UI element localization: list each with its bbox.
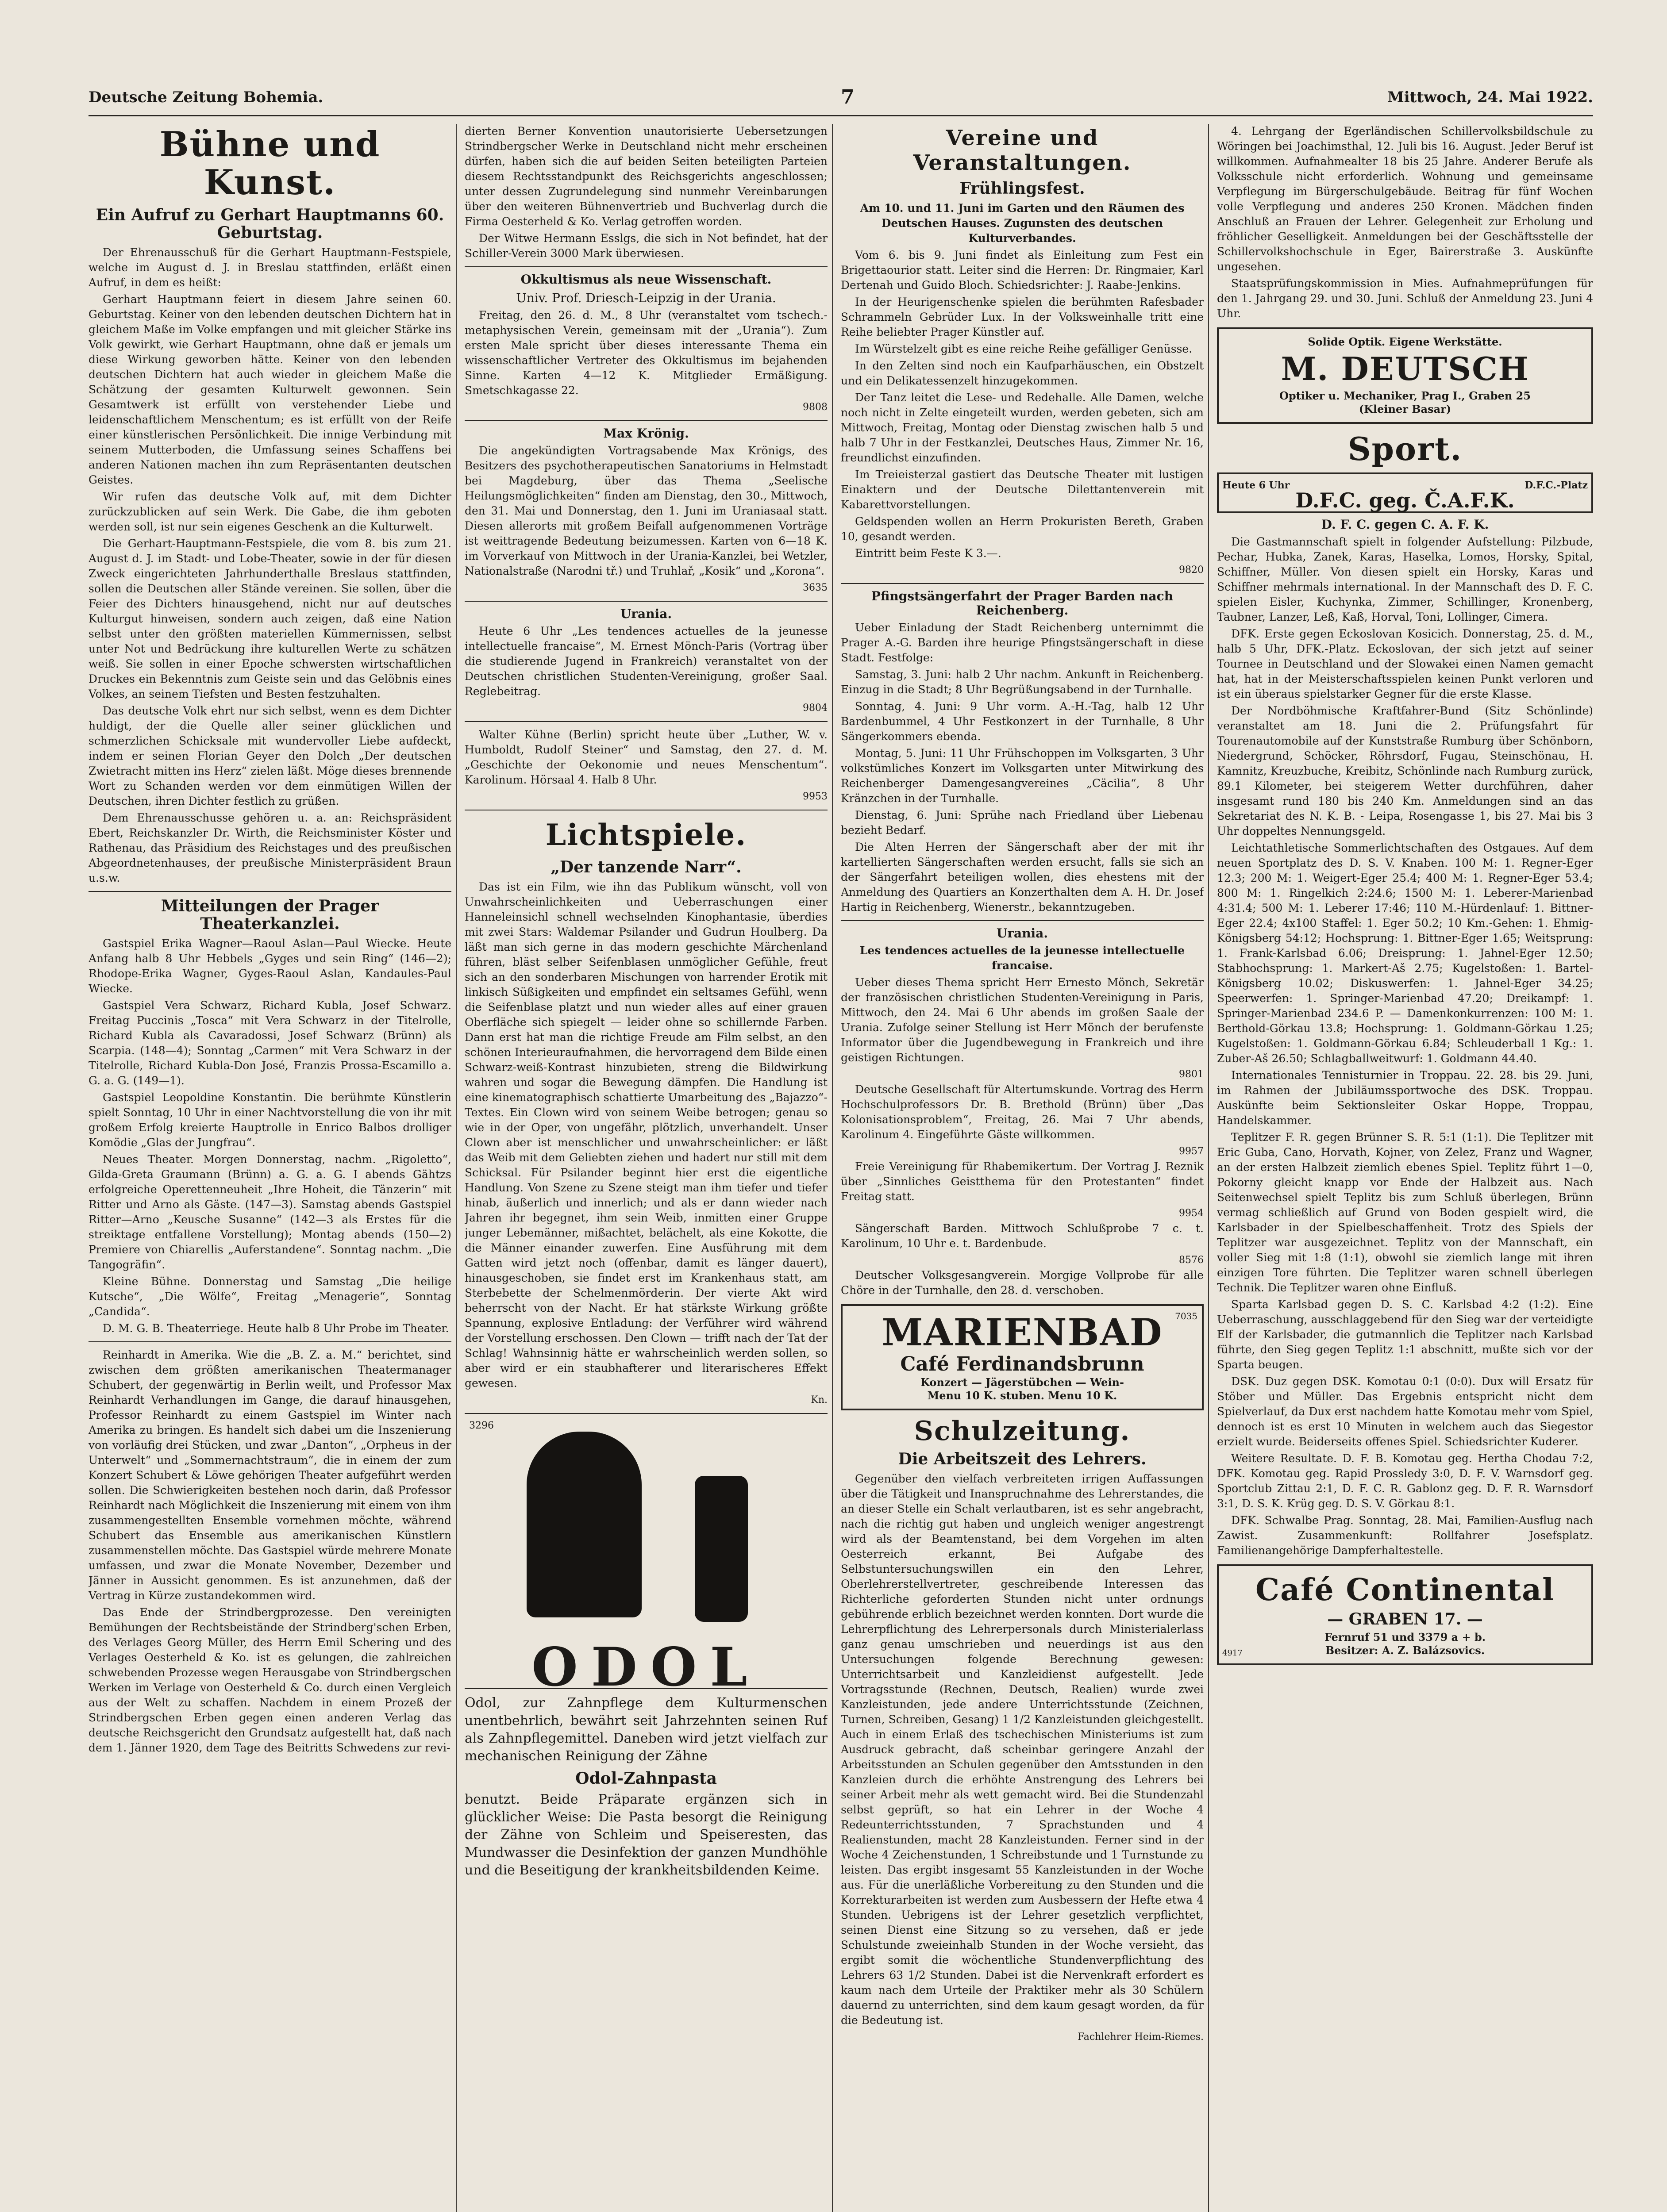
column-rule <box>832 124 833 2212</box>
paragraph: Im Treieisterzal gastiert das Deutsche Theater mit lustigen Einaktern und der Deutsche Dilettantenverein mit Kabarettvorstellungen. <box>841 468 1204 511</box>
paragraph: Geldspenden wollen an Herrn Prokuristen Bereth, Graben 10, gesandt werden. <box>841 515 1204 543</box>
paragraph: Teplitzer F. R. gegen Brünner S. R. 5:1 (1:1). Die Teplitzer mit Eric Guba, Cano, Horvath, Kojner, von Zelez, Franz und Wagner, an der ersten Halbzeit ziemlich ebenes Spiel. Teplitz führt 1—0, Pokorny gleicht knapp vor Ende der Halbzeit aus. Nach Seitenwechsel spielt Teplitz bis zum Schluß überlegen, Brünn vermag schließlich auf Grund von Boden gespielt wird, die Karlsbader in der Spielbeschaffenheit. Trotz des Spiels der Teplitzer war ausgezeichnet. Teplitz von der Mannschaft, ein voller Sieg mit 1:8 (1:1), obwohl sie ziemlich lange mit ihren einzigen Tore führten. Die Teplitzer waren schnell überlegen Technik. Die Teplitzer waren ohne Einfluß. <box>1217 1131 1593 1294</box>
paragraph: Im Würstelzelt gibt es eine reiche Reihe gefälliger Genüsse. <box>855 342 1193 355</box>
optik-address: Optiker u. Mechaniker, Prag I., Graben 25 <box>1279 389 1531 402</box>
cafe-continental-advertisement <box>1217 1564 1593 1665</box>
cafe-name: Café Continental <box>1255 1572 1555 1608</box>
ad-code: 8576 <box>1179 1255 1204 1266</box>
article-reinhardt <box>89 1348 451 1755</box>
ad-code: 9804 <box>803 703 828 714</box>
paragraph: Leichtathletische Sommerlichtschaften des Ostgaues. Auf dem neuen Sportplatz des D. S. V. Knaben. 100 M: 1. Regner-Eger 12.3; 200 M: 1. Weigert-Eger 25.4; 400 M: 1. Regner-Eger 53.4; 800 M: 1. Ringelkich 2:24.6; 1500 M: 1. Leberer-Marienbad 4:31.4; 500 M: 1. Leberer 17:46; 110 M.-Hürdenlauf: 1. Bittner-Eger 22.4; 4x100 Staffel: 1. Eger 50.2; 10 Km.-Gehen: 1. Ehmig-Königsberg 54:12; Hochsprung: 1. Bittner-Eger 1.65; Weitsprung: 1. Frank-Karlsbad 6.06; Dreisprung: 1. Jahnel-Eger 12.50; Stabhochsprung: 1. Markert-Aš 2.75; Kugelstoßen: 1. Bartel-Königsberg 10.02; Diskuswerfen: 1. Jahnel-Eger 34.25; Speerwerfen: 1. Springer-Marienbad 47.20; Dreikampf: 1. Springer-Marienbad 234.6 P. — Damenkonkurrenzen: 100 M: 1. Berthold-Görkau 13.8; Hochsprung: 1. Goldmann-Görkau 1.25; Kugelstoßen: 1. Goldmann-Görkau 6.84; Schleuderball 1 Kg.: 1. Zuber-Aš 26.50; Schlagballweitwurf: 1. Goldmann 44.40. <box>1217 841 1593 1065</box>
ad-code: 9954 <box>1179 1208 1204 1219</box>
article-title-hauptmann: Ein Aufruf zu Gerhart Hauptmanns 60. Geburtstag. <box>96 206 444 242</box>
marienbad-cafe: Café Ferdinandsbrunn <box>900 1353 1144 1375</box>
paragraph: Das Ende der Strindbergprozesse. Den vereinigten Bemühungen der Rechtsbeistände der Strindberg'schen Erben, des Verlages Georg Müller, des Herrn Emil Schering und des Verlages Oesterheld & Ko. ist es gelungen, die zahlreichen schwebenden Prozesse wegen Herausgabe von Strindbergschen Werken im Verlage von Oesterheld & Co. durch einen Vergleich aus der Welt zu schaffen. Nachdem in einem Prozeß der Strindbergschen Erben gegen einen anderen Verlag das deutsche Reichsgericht den Grundsatz aufgestellt hat, daß nach dem 1. Jänner 1920, dem Tage des Beitritts Schwedens zur revi- <box>89 1606 451 1754</box>
divider <box>89 1341 451 1342</box>
page-header <box>89 84 1593 116</box>
paragraph: Walter Kühne (Berlin) spricht heute über „Luther, W. v. Humboldt, Rudolf Steiner“ und Samstag, den 27. d. M. „Geschichte der Oekonomie und neues Menschentum“. Karolinum. Hörsaal 4. Halb 8 Uhr. <box>465 728 828 786</box>
urania-subtitle: Les tendences actuelles de la jeunesse intellectuelle francaise. <box>859 944 1185 972</box>
odol-ad-text-2: benutzt. Beide Präparate ergänzen sich in glücklicher Weise: Die Pasta besorgt die Reinigung der Zähne von Schleim und Speiseresten, das Mundwasser die Desinfektion der ganzen Mundhöhle und die Beseitigung der krankheitsbildenden Keime. <box>465 1792 828 1878</box>
article-title-urania-2: Urania. <box>996 926 1048 941</box>
column-rule <box>456 124 457 2212</box>
divider <box>841 920 1204 921</box>
marienbad-advertisement <box>841 1304 1204 1410</box>
divider <box>465 721 828 722</box>
odol-logo: ODOL <box>531 1636 761 1698</box>
section-title-lichtspiele: Lichtspiele. <box>545 818 747 852</box>
optik-tagline: Solide Optik. Eigene Werkstätte. <box>1308 335 1502 348</box>
bottle-icon <box>695 1476 748 1622</box>
article-title-pfingstfahrt: Pfingstsängerfahrt der Prager Barden nach Reichenberg. <box>871 589 1174 618</box>
article-title-okkultismus: Okkultismus als neue Wissenschaft. <box>520 272 772 287</box>
cafe-owner: Besitzer: A. Z. Balázsovics. <box>1325 1644 1485 1657</box>
article-theaterkanzlei <box>89 936 451 1336</box>
divider <box>465 266 828 267</box>
header-page-number: 7 <box>841 86 855 108</box>
paragraph: In den Zelten sind noch ein Kaufparhäuschen, ein Obstzelt und ein Delikatessenzelt hinzugekommen. <box>841 359 1204 387</box>
odol-advertisement-illustration <box>465 1413 828 1698</box>
paragraph: Sparta Karlsbad gegen D. S. C. Karlsbad 4:2 (1:2). Eine Ueberraschung, ausschlaggebend für den Sieg war der verteidigte Elf der Karlsbader, die gutmannlich die Teplitzer nach Karlsbad führte, den Sieg gegen Teplitz 1:1 abschnitt, mußte sich vor der Sparta beugen. <box>1217 1298 1593 1371</box>
figure-silhouette-icon <box>527 1432 642 1617</box>
ad-code: 9801 <box>1179 1069 1204 1080</box>
paragraph: Die Alten Herren der Sängerschaft aber der mit ihr kartellierten Sängerschaften werden ersucht, falls sie sich an der Sängerfahrt beteiligen wollen, dies ehestens mit der Anmeldung des Quartiers an Konzerthalten dem A. H. Dr. Josef Hartig in Reichenberg, Wienerstr., bekanntzugeben. <box>841 841 1204 914</box>
paragraph: Eintritt beim Feste K 3.—. <box>855 547 1001 560</box>
match-time: Heute 6 Uhr <box>1222 480 1290 491</box>
paragraph: Ueber dieses Thema spricht Herr Ernesto Mönch, Sekretär der französischen christlichen Studenten-Vereinigung in Paris, Mittwoch, den 24. Mai 6 Uhr abends im großen Saale der Urania. Zufolge seiner Stellung ist Herr Mönch der berufenste Informator über die Jugendbewegung in Frankreich und ihre geistigen Richtungen. <box>841 976 1204 1064</box>
paragraph: Neues Theater. Morgen Donnerstag, nachm. „Rigoletto“, Gilda-Greta Graumann (Brünn) a. G. a. G. I abends Gähtzs erfolgreiche Operettenneuheit „Ihre Hoheit, die Tänzerin“ mit Ritter und Arno als Gäste. (147—3). Samstag abends Gastspiel Ritter—Arno „Keusche Susanne“ (142—3 als Erstes für die streiktage entfallene Vorstellung); Montag abends (150—2) Premiere von Chiarellis „Auferstandene“. Sonntag nachm. „Die Tangogräfin“. <box>89 1153 451 1271</box>
ad-code: 3296 <box>469 1420 494 1431</box>
article-title-urania: Urania. <box>620 607 672 621</box>
paragraph: Dem Ehrenausschusse gehören u. a. an: Reichspräsident Ebert, Reichskanzler Dr. Wirth, die Reichsminister Köster und Rathenau, das Präsidium des Reichstages und des preußischen Abgeordnetenhauses, der preußische Ministerpräsident Braun u.s.w. <box>89 811 451 884</box>
article-title-theaterkanzlei: Mitteilungen der Prager Theaterkanzlei. <box>161 897 379 933</box>
paragraph: Sängerschaft Barden. Mittwoch Schlußprobe 7 c. t. Karolinum, 10 Uhr e. t. Bardenbude. <box>841 1222 1204 1250</box>
paragraph: Die Gerhart-Hauptmann-Festspiele, die vom 8. bis zum 21. August d. J. im Stadt- und Lobe-Theater, sowie in der für diesen Zweck eingerichteten Jahrhunderthalle Breslaus stattfinden, sollen die Deutschen aller Stände vereinen. Sie sollen, über die Feier des Dichters hinausgehend, nicht nur auf deutsches Kulturgut hinweisen, sondern auch zeigen, daß eine Nation selbst unter den größten materiellen Kümmernissen, selbst unter Not und Bedrückung ihre kulturellen Werte zu schätzen weiß. Sie sollen in einer Epoche schwersten wirtschaftlichen Druckes ein Bekenntnis zum Geiste sein und das Gelöbnis eines Volkes, an seinem Tiefsten und Besten festzuhalten. <box>89 537 451 700</box>
paragraph: dierten Berner Konvention unautorisierte Uebersetzungen Strindbergscher Werke in Deutschland nicht mehr erscheinen dürfen, haben sich die auf beiden Seiten beteiligten Parteien diesem Rechtsstandpunkt des Reichsgerichts angeschlossen; unter dessen Zugrundelegung sind nunmehr Vereinbarungen über den weiteren Bühnenvertrieb und Buchverlag durch die Firma Oesterheld & Ko. Verlag getroffen worden. <box>465 125 828 228</box>
section-title-sport: Sport. <box>1347 430 1463 468</box>
column-rule <box>1208 124 1209 2212</box>
paragraph: Gastspiel Erika Wagner—Raoul Aslan—Paul Wiecke. Heute Anfang halb 8 Uhr Hebbels „Gyges und sein Ring“ (146—2); Rhodope-Erika Wagner, Gyges-Raoul Aslan, Kandaules-Paul Wiecke. <box>89 937 451 995</box>
paragraph: Vom 6. bis 9. Juni findet als Einleitung zum Fest ein Brigettaourior statt. Leiter sind die Herren: Dr. Ringmaier, Karl Dertenah und Guido Bloch. Schiedsrichter: J. Raabe-Jenkins. <box>841 249 1204 292</box>
match-title: D.F.C. geg. Č.A.F.K. <box>1295 488 1515 512</box>
match-venue: D.F.C.-Platz <box>1525 480 1588 491</box>
article-hauptmann <box>89 245 451 886</box>
paragraph: Die Gastmannschaft spielt in folgender Aufstellung: Pilzbude, Pechar, Hubka, Zanek, Karas, Haselka, Lomos, Horsky, Spital, Schiffner, Müller. Von diesen spielt ein Horsky, Karas und Schiffner mehrmals international. In der Mannschaft des D. F. C. spielen Eisler, Kuchynka, Zimmer, Schillinger, Kronenberg, Taubner, Lanzer, Leß, Kaß, Horval, Toni, Lollinger, Cimera. <box>1217 535 1593 623</box>
paragraph: Der Ehrenausschuß für die Gerhart Hauptmann-Festspiele, welche im August d. J. in Breslau stattfinden, erläßt einen Aufruf, in dem es heißt: <box>89 246 451 289</box>
paragraph: Ueber Einladung der Stadt Reichenberg unternimmt die Prager A.-G. Barden ihre heurige Pfingstsängerschaft in diese Stadt. Festfolge: <box>841 621 1204 664</box>
paragraph: Das ist ein Film, wie ihn das Publikum wünscht, voll von Unwahrscheinlichkeiten und Ueberraschungen einer Hanneleinsichl schnell wechselnden Kinophantasie, überdies mit zwei Stars: Waldemar Psilander und Gudrun Houlberg. Da läßt man sich gerne in das modern geschichte Märchenland führen, bläst selber Seifenblasen unmöglicher Gefühle, freut sich an den sonderbaren Mischungen von harrender Erotik mit linkisch Süßigkeiten und empfindet ein seltsames Gefühl, wenn die Seifenblase platzt und nun wieder alles auf einer grauen Oberfläche sich spiegelt — leider ohne so schillernde Farben. Dann erst hat man die richtige Freude am Film selbst, an den schönen Interieuraufnahmen, die hervorragend dem Bilde einen Schwarz-weiß-Kontrast hinzubieten, streng die Bildwirkung wahren und sogar die Bewegung dämpfen. Die Handlung ist eine kinematographisch schattierte Umarbeitung des „Bajazzo“-Textes. Ein Clown wird von seinem Weibe betrogen; genau so wie in der Oper, von ungefähr, plötzlich, unverhandelt. Unser Clown aber ist menschlicher und unwahrscheinlicher: er läßt das Weib mit dem Geliebten ziehen und hadert nur still mit dem Schicksal. Für Psilander beginnt hier erst die eigentliche Handlung. Von Szene zu Szene steigt man ihm tiefer und tiefer hinab, äußerlich und innerlich; und als er dann wieder nach Jahren ihr begegnet, ihm sein Weib, inmitten einer Gruppe junger Lebemänner, mißachtet, belächelt, als eine Kokotte, die die Männer einander zuwerfen. Eine Ausführung mit dem Gatten wird jetzt noch (offenbar, damit es länger dauert), hinausgeschoben, sie findet erst im Krankenhaus statt, am Sterbebette der Schelmenmörderin. Der vierte Akt wird beherrscht von der Nacht. Er hat stärkste Wirkung größte Spannung, explosive Entladung: der Verführer wird während der Vorstellung erschossen. Den Clown — trifft nach der Tat der Schlag! Wahnsinnig hätte er wahrscheinlich werden sollen, so aber wird er ein staubhafterer und literarischeres Effekt gewesen. <box>465 880 828 1390</box>
section-title-vereine: Vereine und Veranstaltungen. <box>913 126 1132 175</box>
paragraph: Der Tanz leitet die Lese- und Redehalle. Alle Damen, welche noch nicht in Zelte eingeteilt wurden, werden gebeten, sich am Mittwoch, Freitag, Montag oder Dienstag zwischen halb 5 und halb 7 Uhr in der Festkanzlei, Deutsches Haus, Zimmer Nr. 16, freundlichst einzufinden. <box>841 391 1204 464</box>
marienbad-name: MARIENBAD <box>882 1310 1163 1354</box>
divider <box>465 420 828 421</box>
ad-code: 9820 <box>1179 565 1204 576</box>
paragraph: Der Witwe Hermann Esslgs, die sich in Not befindet, hat der Schiller-Verein 3000 Mark überwiesen. <box>465 232 828 260</box>
divider <box>465 601 828 602</box>
signature: Kn. <box>811 1394 828 1406</box>
paragraph: Freie Vereinigung für Rhabemikertum. Der Vortrag J. Reznik über „Sinnliches Geistthema für den Protestanten“ findet Freitag statt. <box>841 1160 1204 1203</box>
column-3 <box>841 124 1204 2212</box>
column-1 <box>89 124 451 2212</box>
optik-name: M. DEUTSCH <box>1281 350 1529 388</box>
header-date: Mittwoch, 24. Mai 1922. <box>1387 88 1593 106</box>
section-title-schulzeitung: Schulzeitung. <box>914 1416 1131 1447</box>
ad-code: 9957 <box>1179 1146 1204 1157</box>
paragraph: Wir rufen das deutsche Volk auf, mit dem Dichter zurückzublicken auf sein Werk. Die Gabe, die ihm geboten werden soll, ist nur sein eigenes Geschenk an die Kulturwelt. <box>89 490 451 533</box>
ad-code: 7035 <box>1175 1311 1197 1321</box>
paragraph: Gastspiel Vera Schwarz, Richard Kubla, Josef Schwarz. Freitag Puccinis „Tosca“ mit Vera Schwarz in der Titelrolle, Richard Kubla als Cavaradossi, Josef Schwarz (Brünn) als Scarpia. (148—4); Sonntag „Carmen“ mit Vera Schwarz in der Titelrolle, Richard Kubla-Don José, Franzis Prossa-Escamillo a. G. a. G. (149—1). <box>89 999 451 1087</box>
paragraph: Das deutsche Volk ehrt nur sich selbst, wenn es dem Dichter huldigt, der die Quelle aller seiner glücklichen und schmerzlichen Schicksale mit wundervoller Liebe aufdeckt, indem er seinen Florian Geyer den Dolch „Der deutschen Zwietracht mitten ins Herz“ zielen läßt. Möge dieses brennende Wort zu Schanden werden vor dem einmütigen Willen der Deutschen, ihren Dichter festlich zu grüßen. <box>89 704 451 807</box>
paragraph: In der Heurigenschenke spielen die berühmten Rafesbader Schrammeln Gebrüder Lux. In der Volksweinhalle tritt eine Reihe beliebter Prager Künstler auf. <box>841 296 1204 338</box>
ad-code: 9953 <box>803 791 828 802</box>
ad-code: 9808 <box>803 402 828 413</box>
marienbad-line: Konzert — Jägerstübchen — Wein- <box>920 1376 1124 1389</box>
paragraph: Staatsprüfungskommission in Mies. Aufnahmeprüfungen für den 1. Jahrgang 29. und 30. Juni. Schluß der Anmeldung 23. Juni 4 Uhr. <box>1217 277 1593 320</box>
column-4 <box>1217 124 1593 2212</box>
optik-address-note: (Kleiner Basar) <box>1359 403 1451 415</box>
cafe-street: — GRABEN 17. — <box>1327 1610 1483 1628</box>
fruehlingsfest-lead: Am 10. und 11. Juni im Garten und den Räumen des Deutschen Hauses. Zugunsten des deutschen Kulturverbandes. <box>860 202 1185 245</box>
paragraph: Freitag, den 26. d. M., 8 Uhr (veranstaltet vom tschech.-metaphysischen Verein, gemeinsam mit der „Urania“). Zum ersten Male spricht über dieses interessante Thema ein wissenschaftlicher Vertreter des Okkultismus im bejahenden Sinne. Karten 4—12 K. Mitglieder Ermäßigung. Smetschkagasse 22. <box>465 309 828 397</box>
paragraph: Weitere Resultate. D. F. B. Komotau geg. Hertha Chodau 7:2, DFK. Komotau geg. Rapid Prossledy 3:0, D. F. V. Warnsdorf geg. Sportclub Zittau 2:1, D. F. C. R. Gablonz geg. D. F. R. Warnsdorf 3:1, D. S. K. Krüg geg. D. S. V. Görkau 8:1. <box>1217 1452 1593 1510</box>
signature: Fachlehrer Heim-Riemes. <box>1078 2032 1204 2043</box>
paragraph: Gegenüber den vielfach verbreiteten irrigen Auffassungen über die Tätigkeit und Inanspruchnahme des Lehrerstandes, die an dieser Stelle ein Schalt verlautbaren, ist es sehr angebracht, nach die richtig gut haben und ungleich weniger angestrengt wird als der Beamtenstand, bei dem Vorgehen im alten Oesterreich erkannt, Bei Aufgabe des Selbstuntersuchungswillen ein den Lehrer, Oberlehrerstellvertreter, geschreibende Interessen das Richterliche geforderten Stunden nicht unter ordnungs gebührende erblich bezeichnet werden konnten. Dort wurde die Lehrerpflichtung des Lehrerpersonals durch Ministerialerlass ganz genau umschrieben und neuerdings ist aus den Untersuchungen folgende Berechnung gewesen: Unterrichtsarbeit und Kanzleidienst aufgestellt. Jede Vortragsstunde (Rechnen, Deutsch, Realien) wurde zwei Kanzleistunden, jede andere Unterrichtsstunde (Zeichnen, Turnen, Schreiben, Gesang) 1 1/2 Kanzleistunden gleichgestellt. Auch in einem Erlaß des tschechischen Ministeriums ist zum Ausdruck gebracht, daß scheinbar geringere Anzahl der Arbeitsstunden an Schulen gegenüber den Amtsstunden in den Kanzleien durch die erhöhte Anstrengung des Lehrers bei seiner Arbeit mehr als wett gemacht wird. Bei die Stundenzahl selbst geprüft, so hat ein Lehrer in der Woche 4 Redeunterrichtsstunden, 7 Sprachstunden und 4 Realienstunden, macht 28 Kanzleistunden. Ferner sind in der Woche 4 Zeichenstunden, 1 Schreibstunde und 1 Turnstunde zu leisten. Das ergibt insgesamt 55 Kanzleistunden in der Woche aus. Für die unerläßliche Vorbereitung zu den Stunden und die Korrekturarbeiten ist werden zum Ausbessern der Hefte etwa 4 Stunden. Uebrigens ist der Lehrer gesetzlich verpflichtet, seinen Dienst eine Sitzung so zu versehen, daß er jede Schulstunde zweieinhalb Stunden in der Woche versieht, das ergibt somit die wöchentliche Stundenverpflichtung des Lehrers 63 1/2 Stunden. Dabei ist die Nervenkraft erfordert es kaum nach dem Urteile der Praktiker mehr als 30 Schülern dauernd zu unterrichten, sind dem kaum gesagt worden, da für die Bedeutung ist. <box>841 1472 1204 2027</box>
cafe-phone: Fernruf 51 und 3379 a + b. <box>1324 1631 1486 1644</box>
optik-advertisement <box>1217 327 1593 424</box>
article-title-match: D. F. C. gegen C. A. F. K. <box>1321 517 1489 532</box>
paragraph: Gerhart Hauptmann feiert in diesem Jahre seinen 60. Geburtstag. Keiner von den lebenden deutschen Dichtern hat in gleichem Maße im Volke empfangen und mit gleicher Stärke ins Volk gewirkt, wie Gerhart Hauptmann, ohne daß er jemals um diese Wirkung geworben hätte. Keiner von den lebenden deutschen Dichtern hat auch wieder in gleichem Maße die Schätzung der gesamten Kulturwelt gewonnen. Sein Gesamtwerk ist erfüllt von verstehender Liebe und leidenschaftlichem Menschentum; es ist erfüllt von der Reife einer künstlerischen Persönlichkeit. Die innige Verbindung mit seinem Mutterboden, die Umfassung seines Schaffens bei anderen Nationen machen ihn zum Repräsentanten deutschen Geistes. <box>89 293 451 486</box>
paragraph: Dienstag, 6. Juni: Sprühe nach Friedland über Liebenau bezieht Bedarf. <box>841 809 1204 837</box>
ad-code: 3635 <box>803 582 828 593</box>
paragraph: Reinhardt in Amerika. Wie die „B. Z. a. M.“ berichtet, sind zwischen dem größten amerikanischen Theatermanager Schubert, der gegenwärtig in Berlin weilt, und Professor Max Reinhardt Verhandlungen im Gange, die darauf hinausgehen, Professor Reinhardt zu einem Gastspiel im Winter nach Amerika zu bringen. Es handelt sich dabei um die Inszenierung von vorläufig drei Stücken, und zwar „Danton“, „Orpheus in der Unterwelt“ und „Sommernachtstraum“, die in einem der zum Konzert Schubert & Löwe gehörigen Theater aufgeführt werden sollen. Die Schwierigkeiten bestehen noch darin, daß Professor Reinhardt nach Möglichkeit die Inszenierung mit einem von ihm zusammengestellten Ensemble vornehmen möchte, während Schubert das Ensemble aus amerikanischen Künstlern zusammenstellen möchte. Das Gastspiel würde mehrere Monate umfassen, und zwar die Monate November, Dezember und Jänner in Aussicht genommen. Es ist anzunehmen, daß der Vertrag in Kürze zustandekommen wird. <box>89 1348 451 1602</box>
paragraph: 4. Lehrgang der Egerländischen Schillervolksbildschule zu Wöringen bei Joachimsthal, 12. Juli bis 16. August. Jeder Beruf ist willkommen. Aufnahmealter 18 bis 25 Jahre. Anderer Berufe als Volksschule nicht erforderlich. Wohnung und gemeinsame Verpflegung im Bürgerschulgebäude. Beitrag für fünf Wochen volle Verpflegung und anderes 250 Kronen. Mädchen finden Anschluß an Frauen der Lehrer. Gelegenheit zur Erholung und fröhlicher Geselligkeit. Anmeldungen bei der Geschäftsstelle der Schillervolkshochschule in Eger, Bairerstraße 3. Auskünfte ungesehen. <box>1217 125 1593 273</box>
article-title-fruehlingsfest: Frühlingsfest. <box>959 179 1085 198</box>
paragraph: Samstag, 3. Juni: halb 2 Uhr nachm. Ankunft in Reichenberg. Einzug in die Stadt; 8 Uhr Begrüßungsabend in der Turnhalle. <box>841 668 1204 696</box>
paragraph: Internationales Tennisturnier in Troppau. 22. 28. bis 29. Juni, im Rahmen der Jubiläumssportwoche des DSK. Troppau. Auskünfte beim Sektionsleiter Oskar Hoppe, Troppau, Handelskammer. <box>1217 1069 1593 1127</box>
odol-paste-title: Odol-Zahnpasta <box>575 1769 717 1788</box>
article-title-arbeitszeit: Die Arbeitszeit des Lehrers. <box>898 1450 1147 1468</box>
paragraph: Deutsche Gesellschaft für Altertumskunde. Vortrag des Herrn Hochschulprofessors Dr. B. Brethold (Brünn) über „Das Kolonisationsproblem“, Freitag, 26. Mai 7 Uhr abends, Karolinum 4. Eingeführte Gäste willkommen. <box>841 1083 1204 1141</box>
film-title: „Der tanzende Narr“. <box>551 858 742 876</box>
paragraph: Deutscher Volksgesangverein. Morgige Vollprobe für alle Chöre in der Turnhalle, den 28. d. verschoben. <box>841 1269 1204 1297</box>
odol-ad-text: Odol, zur Zahnpflege dem Kulturmenschen unentbehrlich, bewährt seit Jahrzehnten seinen Ruf als Zahnpflegemittel. Daneben wird jetzt vielfach zur mechanischen Reinigung der Zähne <box>465 1695 828 1764</box>
paragraph: Montag, 5. Juni: 11 Uhr Frühschoppen im Volksgarten, 3 Uhr volkstümliches Konzert im Volksgarten unter Mitwirkung des Reichenberger Damengesangvereines „Cäcilia“, 8 Uhr Kränzchen in der Turnhalle. <box>841 747 1204 805</box>
paragraph: Kleine Bühne. Donnerstag und Samstag „Die heilige Kutsche“, „Die Wölfe“, Freitag „Menagerie“, Sonntag „Candida“. <box>89 1275 451 1318</box>
paragraph: DSK. Duz gegen DSK. Komotau 0:1 (0:0). Dux will Ersatz für Stöber und Müller. Das Ergebnis entspricht nicht dem Spielverlauf, da Dux erst nachdem hatte Komotau mehr vom Spiel, dennoch ist es erst 10 Minuten in welchem auch das Siegestor erzielt wurde. Beiderseits offenes Spiel. Schiedsrichter Kuderer. <box>1217 1375 1593 1448</box>
paragraph: DFK. Schwalbe Prag. Sonntag, 28. Mai, Familien-Ausflug nach Zawist. Zusammenkunft: Rollfahrer Josefsplatz. Familienangehörige Dampferhaltestelle. <box>1217 1514 1593 1557</box>
divider <box>89 891 451 892</box>
paragraph: Gastspiel Leopoldine Konstantin. Die berühmte Künstlerin spielt Sonntag, 10 Uhr in einer Nachtvorstellung die von ihr mit großem Erfolg kreierte Hauptrolle in Enrico Balbos drolliger Komödie „Glas der Jungfrau“. <box>89 1091 451 1149</box>
paragraph: Die angekündigten Vortragsabende Max Krönigs, des Besitzers des psychotherapeutischen Sanatoriums in Helmstadt bei Magdeburg, über das Thema „Seelische Heilungsmöglichkeiten“ finden am Dienstag, den 30., Mittwoch, den 31. Mai und Donnerstag, den 1. Juni im Uraniasaal statt. Diesen allerorts mit großem Beifall aufgenommenen Vorträge ist weittragende Bedeutung beizumessen. Karten von 6—18 K. im Vorverkauf von Mittwoch in der Urania-Kanzlei, bei Wetzler, Nationalstraße (Narodni tř.) und Truhlař, „Kosik“ und „Korona“. <box>465 444 828 577</box>
paragraph: Heute 6 Uhr „Les tendences actuelles de la jeunesse intellectuelle francaise“, M. Ernest Mönch-Paris (Vortrag über die studierende Jugend in Frankreich) veranstaltet von der Deutschen christlichen Studenten-Vereinigung, großer Saal. Reglebeitrag. <box>465 625 828 698</box>
divider <box>841 583 1204 584</box>
match-banner <box>1217 472 1593 513</box>
paragraph: DFK. Erste gegen Eckoslovan Kosicich. Donnerstag, 25. d. M., halb 5 Uhr, DFK.-Platz. Eckoslovan, der sich jetzt auf seiner Tournee in Deutschland und der Slowakei einen Namen gemacht hat, hat in der Meisterschaftsspielen keinen Punkt verloren und ist ein überaus spielstarker Gegner für die erste Klasse. <box>1217 627 1593 700</box>
header-newspaper-name: Deutsche Zeitung Bohemia. <box>89 88 323 106</box>
paragraph: Sonntag, 4. Juni: 9 Uhr vorm. A.-H.-Tag, halb 12 Uhr Bardenbummel, 4 Uhr Festkonzert in der Turnhalle, 8 Uhr Sängerkommers ebenda. <box>841 700 1204 743</box>
ad-code: 4917 <box>1222 1648 1243 1658</box>
paragraph: Der Nordböhmische Kraftfahrer-Bund (Sitz Schönlinde) veranstaltet am 18. Juni die 2. Prüfungsfahrt für Tourenautomobile auf der Kunststraße Rumburg über Schönborn, Niedergrund, Schöcker, Röhrsdorf, Fugau, Steinschönau, H. Kamnitz, Kreuzbuche, Kreibitz, Schönlinde nach Rumburg zurück, 89.1 Kilometer, bei steigerem Wetter durchführen, daher insgesamt rund 180 bis 240 Km. Anmeldungen sind an das Sekretariat des N. K. B. - Leipa, Rosengasse 1, bis 27. Mai bis 3 Uhr doppeltes Nennungsgeld. <box>1217 704 1593 837</box>
article-title-kroenig: Max Krönig. <box>603 426 689 441</box>
column-2 <box>465 124 828 2212</box>
marienbad-line: Menu 10 K. stuben. Menu 10 K. <box>927 1389 1117 1402</box>
section-title-buehne: Bühne und Kunst. <box>159 124 381 203</box>
article-subtitle-okkultismus: Univ. Prof. Driesch-Leipzig in der Urania. <box>516 291 776 305</box>
paragraph: D. M. G. B. Theaterriege. Heute halb 8 Uhr Probe im Theater. <box>103 1322 449 1335</box>
